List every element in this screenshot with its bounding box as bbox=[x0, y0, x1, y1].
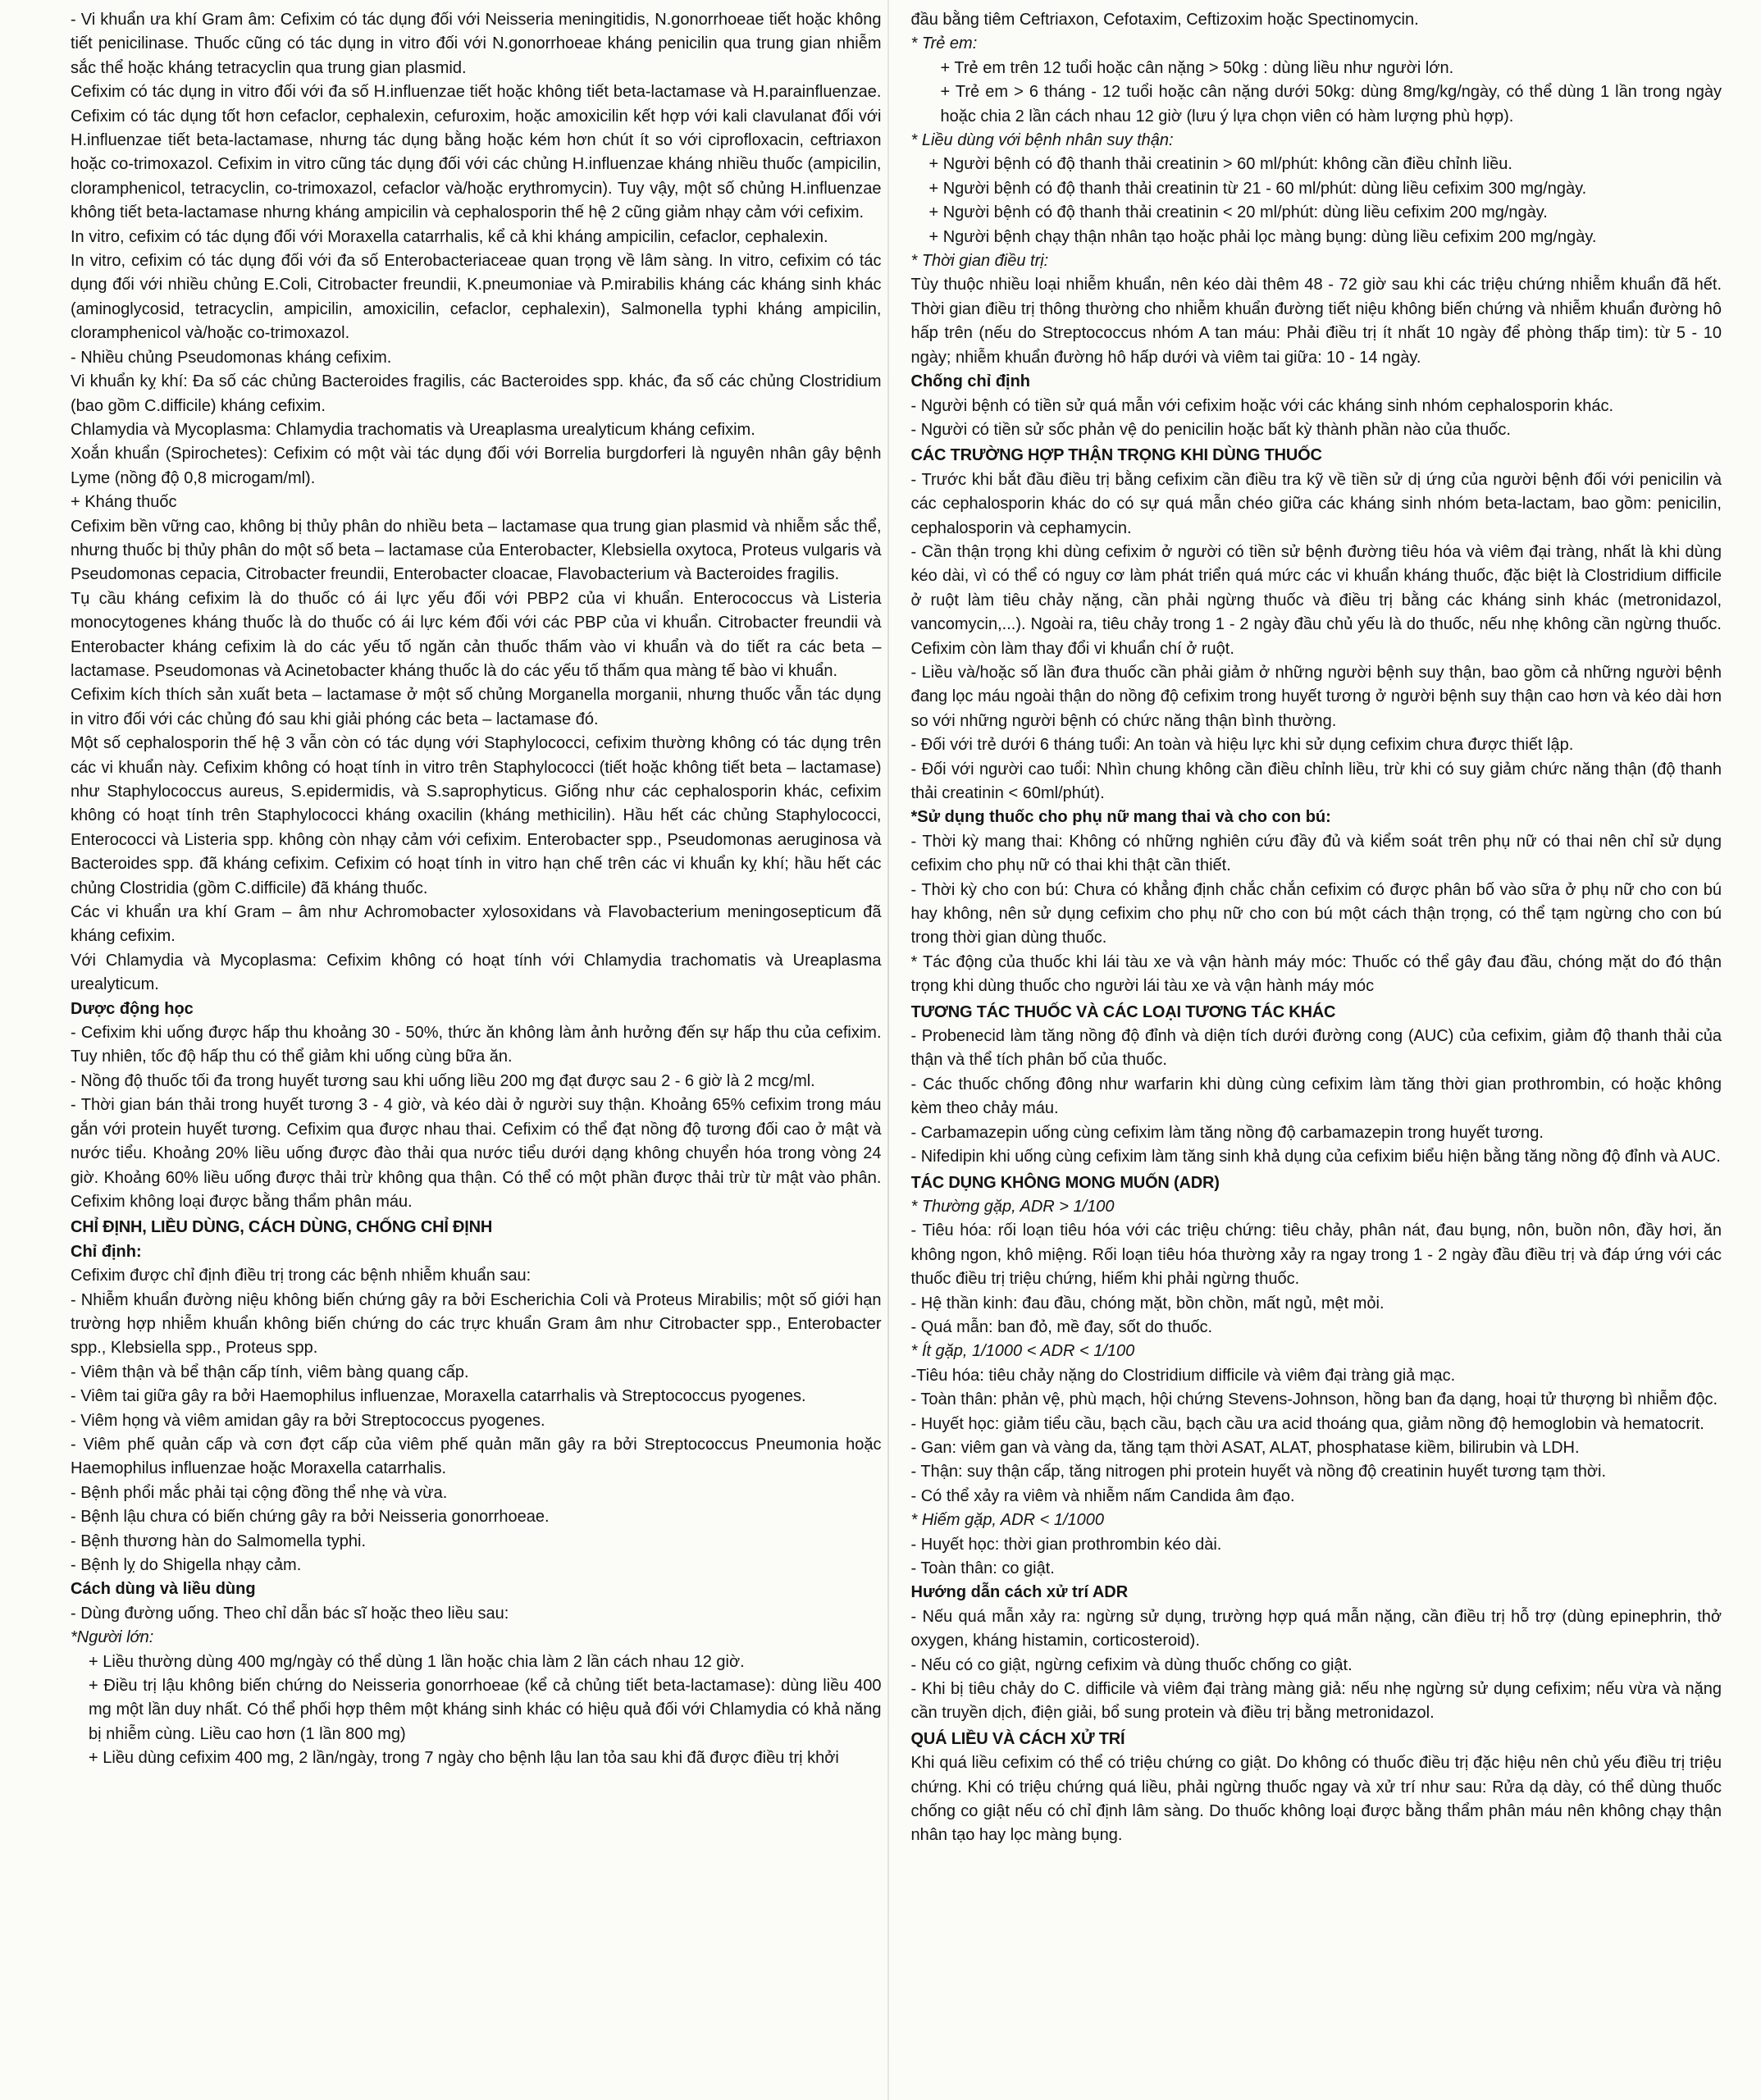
left-paragraph: Cefixim có tác dụng in vitro đối với đa số H.influenzae tiết hoặc không tiết beta-lactamase và H.parainfluenzae. Cefixim có tác dụng tốt hơn cefaclor, cephalexin, cefuroxim, hoặc amoxicilin kết hợp với kali clavulanat đối với H.influenzae tiết beta-lactamase, nhưng tác dụng bằng hoặc kém hơn chút ít so với ciprofloxacin, ceftriaxon hoặc co-trimoxazol. Cefixim in vitro cũng tác dụng đối với các chủng H.influenzae kháng nhiều thuốc (ampicilin, cloramphenicol, tetracyclin, co-trimoxazol, cefaclor và/hoặc erythromycin). Tuy vậy, một số chủng H.influenzae không tiết beta-lactamase nhưng kháng ampicilin và cephalosporin thế hệ 2 cũng giảm nhạy cảm với cefixim. bbox=[71, 83, 882, 222]
right-bullet-item: + Người bệnh chạy thận nhân tạo hoặc phải lọc màng bụng: dùng liều cefixim 200 mg/ngày. bbox=[928, 227, 1597, 246]
left-paragraph: In vitro, cefixim có tác dụng đối với đa số Enterobacteriaceae quan trọng về lâm sàng. In vitro, cefixim có tác dụng đối với nhiều chủng E.Coli, Citrobacter freundii, K.pneumoniae và P.mirabilis kháng các kháng sinh khác (aminoglycosid, tetracyclin, ampicilin, amoxicilin, cefaclor, cephalexin), Salmonella typhi kháng ampicilin, cloramphenicol và/hoặc co-trimoxazol. bbox=[71, 252, 882, 343]
right-subheading: Hướng dẫn cách xử trí ADR bbox=[910, 1583, 1129, 1602]
left-subheading: Chỉ định: bbox=[71, 1242, 142, 1261]
left-paragraph: - Viêm thận và bể thận cấp tính, viêm bàng quang cấp. bbox=[71, 1363, 469, 1381]
right-paragraph: - Nếu quá mẫn xảy ra: ngừng sử dụng, trường hợp quá mẫn nặng, cần điều trị hỗ trợ (dùng epinephrin, thở oxygen, kháng histamin, corticosteroid). bbox=[910, 1607, 1722, 1650]
left-paragraph: - Nhiễm khuẩn đường niệu không biến chứng gây ra bởi Escherichia Coli và Proteus Mirabilis; một số giới hạn trường hợp nhiễm khuẩn không biến chứng do các trực khuẩn Gram âm như Citrobacter spp., Enterobacter spp., Klebsiella spp., Proteus spp. bbox=[71, 1290, 882, 1358]
right-paragraph: - Đối với người cao tuổi: Nhìn chung không cần điều chỉnh liều, trừ khi có suy giảm chức năng thận (độ thanh thải creatinin < 60ml/phút). bbox=[910, 760, 1722, 802]
left-paragraph: - Bệnh thương hàn do Salmomella typhi. bbox=[71, 1532, 367, 1550]
left-paragraph: - Thời gian bán thải trong huyết tương 3 - 4 giờ, và kéo dài ở người suy thận. Khoảng 65% cefixim trong máu gắn với protein huyết tương. Cefixim qua được nhau thai. Cefixim có thể đạt nồng độ tương đối cao ở mật và nước tiểu. Khoảng 20% liều uống được đào thải qua nước tiểu dưới dạng không chuyển hóa trong vòng 24 giờ. Khoảng 60% liều uống được thải trừ không qua thận. Có thể có một phần được thải trừ từ mật vào phân. Cefixim không loại được bằng thẩm phân máu. bbox=[71, 1096, 882, 1211]
left-paragraph: Một số cephalosporin thế hệ 3 vẫn còn có tác dụng với Staphylococci, cefixim thường không có tác dụng trên các vi khuẩn này. Cefixim không có hoạt tính in vitro trên Staphylococci (tiết hoặc không tiết beta – lactamase) như Staphylococcus aureus, S.epidermidis, và S.saprophyticus. Giống như các cephalosporin khác, cefixim không có hoạt tính trên Staphylococci kháng oxacilin (kháng methicilin). Hầu hết các chủng Staphylococci, Enterococci và Listeria spp. không còn nhạy cảm với cefixim. Enterobacter spp., Pseudomonas aeruginosa và Bacteroides spp. đã kháng cefixim. Cefixim có hoạt tính in vitro hạn chế trên các vi khuẩn kỵ khí; hầu hết các chủng Clostridia (gồm C.difficile) đã kháng thuốc. bbox=[71, 734, 882, 897]
right-paragraph: -Tiêu hóa: tiêu chảy nặng do Clostridium difficile và viêm đại tràng giả mạc. bbox=[910, 1366, 1456, 1385]
right-italic-label: * Thời gian điều trị: bbox=[910, 252, 1049, 271]
right-paragraph: Tùy thuộc nhiều loại nhiễm khuẩn, nên kéo dài thêm 48 - 72 giờ sau khi các triệu chứng nhiễm khuẩn đã hết. Thời gian điều trị thông thường cho nhiễm khuẩn đường tiết niệu không biến chứng và nhiễm khuẩn đường hô hấp trên (nếu do Streptococcus nhóm A tan máu: Phải điều trị ít nhất 10 ngày để phòng thấp tim): từ 5 - 10 ngày; nhiễm khuẩn đường hô hấp dưới và viêm tai giữa: 10 - 14 ngày. bbox=[910, 276, 1722, 367]
right-section-heading: QUÁ LIỀU VÀ CÁCH XỬ TRÍ bbox=[910, 1729, 1125, 1748]
left-paragraph: Với Chlamydia và Mycoplasma: Cefixim không có hoạt tính với Chlamydia trachomatis và Ureaplasma urealyticum. bbox=[71, 951, 882, 994]
right-paragraph: - Người bệnh có tiền sử quá mẫn với cefixim hoặc với các kháng sinh nhóm cephalosporin khác. bbox=[910, 396, 1614, 415]
right-subheading: *Sử dụng thuốc cho phụ nữ mang thai và cho con bú: bbox=[910, 808, 1331, 827]
right-italic-label: * Ít gặp, 1/1000 < ADR < 1/100 bbox=[910, 1342, 1135, 1361]
right-paragraph: - Thận: suy thận cấp, tăng nitrogen phi protein huyết và nồng độ creatinin huyết tương tạm thời. bbox=[910, 1463, 1607, 1481]
left-bullet-item: + Liều thường dùng 400 mg/ngày có thể dùng 1 lần hoặc chia làm 2 lần cách nhau 12 giờ. bbox=[89, 1652, 745, 1671]
right-section-heading: CÁC TRƯỜNG HỢP THẬN TRỌNG KHI DÙNG THUỐC bbox=[910, 446, 1322, 465]
right-italic-label: * Hiếm gặp, ADR < 1/1000 bbox=[910, 1511, 1104, 1530]
right-paragraph: - Gan: viêm gan và vàng da, tăng tạm thời ASAT, ALAT, phosphatase kiềm, bilirubin và LDH. bbox=[910, 1438, 1580, 1457]
left-paragraph: - Dùng đường uống. Theo chỉ dẫn bác sĩ hoặc theo liều sau: bbox=[71, 1604, 509, 1623]
right-paragraph: - Đối với trẻ dưới 6 tháng tuổi: An toàn và hiệu lực khi sử dụng cefixim chưa được thiết lập. bbox=[910, 736, 1574, 755]
right-bullet-item: + Người bệnh có độ thanh thải creatinin > 60 ml/phút: không cần điều chỉnh liều. bbox=[928, 155, 1512, 174]
left-bullet-item: + Liều dùng cefixim 400 mg, 2 lần/ngày, trong 7 ngày cho bệnh lậu lan tỏa sau khi đã được điều trị khởi bbox=[89, 1749, 839, 1768]
left-paragraph: Cefixim bền vững cao, không bị thủy phân do nhiều beta – lactamase qua trung gian plasmid và nhiễm sắc thể, nhưng thuốc bị thủy phân do một số beta – lactamase của Enterobacter, Klebsiella oxytoca, Proteus vulgaris và Pseudomonas cepacia, Citrobacter freundii, Enterobacter cloacae, Flavobacterium và Bacteroides fragilis. bbox=[71, 517, 882, 584]
right-paragraph: - Hệ thần kinh: đau đầu, chóng mặt, bồn chồn, mất ngủ, mệt mỏi. bbox=[910, 1294, 1385, 1312]
right-subheading: Chống chỉ định bbox=[910, 372, 1031, 391]
right-paragraph: - Liều và/hoặc số lần đưa thuốc cần phải giảm ở những người bệnh suy thận, bao gồm cả những người bệnh đang lọc máu ngoài thận do nồng độ cefixim trong huyết tương ở người bệnh suy thận cao hơn và kéo dài hơn so với những người bệnh có chức năng thận bình thường. bbox=[910, 663, 1722, 730]
right-paragraph: - Nifedipin khi uống cùng cefixim làm tăng sinh khả dụng của cefixim biểu hiện bằng tăng nồng độ đỉnh và AUC. bbox=[910, 1148, 1721, 1166]
left-column bbox=[71, 8, 882, 2100]
right-paragraph: - Probenecid làm tăng nồng độ đỉnh và diện tích dưới đường cong (AUC) của cefixim, giảm độ thanh thải của thận và thể tích phân bố của thuốc. bbox=[910, 1027, 1722, 1070]
left-paragraph: - Cefixim khi uống được hấp thu khoảng 30 - 50%, thức ăn không làm ảnh hưởng đến sự hấp thu của cefixim. Tuy nhiên, tốc độ hấp thu có thể giảm khi uống cùng bữa ăn. bbox=[71, 1024, 882, 1066]
right-paragraph: Khi quá liều cefixim có thể có triệu chứng co giật. Do không có thuốc điều trị đặc hiệu nên chủ yếu điều trị triệu chứng. Khi có triệu chứng quá liều, phải ngừng thuốc ngay và xử trí như sau: Rửa dạ dày, có thể dùng thuốc chống co giật nếu có chỉ định lâm sàng. Do thuốc không loại được bằng thẩm phân máu nên không chạy thận nhân tạo hay lọc màng bụng. bbox=[910, 1754, 1722, 1845]
right-paragraph: - Quá mẫn: ban đỏ, mề đay, sốt do thuốc. bbox=[910, 1317, 1213, 1336]
left-subheading: Dược động học bbox=[71, 999, 194, 1018]
left-paragraph: - Bệnh phổi mắc phải tại cộng đồng thể nhẹ và vừa. bbox=[71, 1483, 448, 1502]
right-bullet-item: + Người bệnh có độ thanh thải creatinin < 20 ml/phút: dùng liều cefixim 200 mg/ngày. bbox=[928, 203, 1548, 222]
right-paragraph: - Cần thận trọng khi dùng cefixim ở người có tiền sử bệnh đường tiêu hóa và viêm đại tràng, nhất là khi dùng kéo dài, vì có thể có nguy cơ làm phát triển quá mức các vi khuẩn kháng thuốc, đặc biệt là Clostridium difficile ở ruột làm tiêu chảy nặng, cần phải ngừng thuốc và điều trị bằng các kháng sinh khác (metronidazol, vancomycin,...). Ngoài ra, tiêu chảy trong 1 - 2 ngày đầu chủ yếu là do thuốc, nếu nhẹ không cần ngừng thuốc. Cefixim còn làm thay đổi vi khuẩn chí ở ruột. bbox=[910, 542, 1722, 658]
right-paragraph: - Toàn thân: phản vệ, phù mạch, hội chứng Stevens-Johnson, hồng ban đa dạng, hoại tử thượng bì nhiễm độc. bbox=[910, 1390, 1718, 1409]
left-paragraph: Cefixim kích thích sản xuất beta – lactamase ở một số chủng Morganella morganii, nhưng thuốc vẫn tác dụng in vitro đối với các chủng đó sau khi giải phóng các beta – lactamase đó. bbox=[71, 686, 882, 728]
left-paragraph: - Viêm họng và viêm amidan gây ra bởi Streptococcus pyogenes. bbox=[71, 1411, 545, 1430]
left-bullet-item: + Điều trị lậu không biến chứng do Neisseria gonorrhoeae (kể cả chủng tiết beta-lactamase): dùng liều 400 mg một lần duy nhất. Có thể phối hợp thêm một kháng sinh khác có hiệu quả đối với Chlamydia có khả năng bị nhiễm cùng. Liều cao hơn (1 lần 800 mg) bbox=[89, 1677, 882, 1743]
right-italic-label: * Trẻ em: bbox=[910, 34, 978, 53]
right-paragraph: - Nếu có co giật, ngừng cefixim và dùng thuốc chống co giật. bbox=[910, 1655, 1353, 1674]
right-bullet-item: + Người bệnh có độ thanh thải creatinin từ 21 - 60 ml/phút: dùng liều cefixim 300 mg/ngày. bbox=[928, 179, 1587, 198]
right-column bbox=[911, 8, 1722, 2100]
left-paragraph: - Viêm tai giữa gây ra bởi Haemophilus influenzae, Moraxella catarrhalis và Streptococcus pyogenes. bbox=[71, 1387, 806, 1406]
right-italic-label: * Thường gặp, ADR > 1/100 bbox=[910, 1197, 1115, 1216]
left-paragraph: Tụ cầu kháng cefixim là do thuốc có ái lực yếu đối với PBP2 của vi khuẩn. Enterococcus và Listeria monocytogenes kháng thuốc là do thuốc có ái lực kém đối với các PBP của vi khuẩn. Citrobacter freundii và Enterobacter kháng cefixim là do các yếu tố ngăn cản thuốc thấm vào vi khuẩn và do tiết ra các beta – lactamase. Pseudomonas và Acinetobacter kháng thuốc là do các yếu tố thấm qua màng tế bào vi khuẩn. bbox=[71, 589, 882, 680]
left-paragraph: Chlamydia và Mycoplasma: Chlamydia trachomatis và Ureaplasma urealyticum kháng cefixim. bbox=[71, 420, 755, 439]
left-paragraph: + Kháng thuốc bbox=[71, 493, 177, 512]
right-section-heading: TƯƠNG TÁC THUỐC VÀ CÁC LOẠI TƯƠNG TÁC KHÁC bbox=[910, 1002, 1336, 1021]
right-paragraph: - Toàn thân: co giật. bbox=[910, 1559, 1055, 1577]
left-paragraph: - Nồng độ thuốc tối đa trong huyết tương sau khi uống liều 200 mg đạt được sau 2 - 6 giờ là 2 mcg/ml. bbox=[71, 1071, 815, 1090]
right-paragraph: * Tác động của thuốc khi lái tàu xe và vận hành máy móc: Thuốc có thể gây đau đầu, chóng mặt do đó thận trọng khi dùng thuốc cho người lái tàu xe và vận hành máy móc bbox=[910, 952, 1722, 996]
right-paragraph: đầu bằng tiêm Ceftriaxon, Cefotaxim, Ceftizoxim hoặc Spectinomycin. bbox=[910, 11, 1419, 29]
right-paragraph: - Có thể xảy ra viêm và nhiễm nấm Candida âm đạo. bbox=[910, 1486, 1295, 1505]
left-paragraph: - Vi khuẩn ưa khí Gram âm: Cefixim có tác dụng đối với Neisseria meningitidis, N.gonorrhoeae tiết hoặc không tiết penicilinase. Thuốc cũng có tác dụng in vitro đối với N.gonorrhoeae kháng penicilin qua trung gian nhiễm sắc thể hoặc kháng tetracyclin qua trung gian plasmid. bbox=[71, 11, 882, 77]
right-paragraph: - Các thuốc chống đông như warfarin khi dùng cùng cefixim làm tăng thời gian prothrombin, có hoặc không kèm theo chảy máu. bbox=[910, 1075, 1722, 1118]
left-paragraph: Cefixim được chỉ định điều trị trong các bệnh nhiễm khuẩn sau: bbox=[71, 1267, 531, 1285]
right-bullet-item: + Trẻ em trên 12 tuổi hoặc cân nặng > 50kg : dùng liều như người lớn. bbox=[940, 58, 1454, 77]
left-paragraph: - Nhiều chủng Pseudomonas kháng cefixim. bbox=[71, 348, 392, 367]
left-paragraph: Xoắn khuẩn (Spirochetes): Cefixim có một vài tác dụng đối với Borrelia burgdorferi là nguyên nhân gây bệnh Lyme (nồng độ 0,8 microgam/ml). bbox=[71, 445, 882, 487]
right-paragraph: - Thời kỳ cho con bú: Chưa có khẳng định chắc chắn cefixim có được phân bố vào sữa ở phụ nữ cho con bú hay không, nên sử dụng cefixim cho phụ nữ cho con bú một cách thận trọng, có thể tạm ngừng cho con bú trong thời gian dùng thuốc. bbox=[910, 880, 1722, 947]
right-paragraph: - Trước khi bắt đầu điều trị bằng cefixim cần điều tra kỹ về tiền sử dị ứng của người bệnh đối với penicilin và các cephalosporin khác do có sự quá mẫn chéo giữa các kháng sinh nhóm beta-lactam, bao gồm: penicilin, cephalosporin và cephamycin. bbox=[910, 470, 1722, 537]
right-bullet-item: + Trẻ em > 6 tháng - 12 tuổi hoặc cân nặng dưới 50kg: dùng 8mg/kg/ngày, có thể dùng 1 lần trong ngày hoặc chia 2 lần cách nhau 12 giờ (lưu ý lựa chọn viên có hàm lượng phù hợp). bbox=[940, 83, 1722, 126]
left-subheading: Cách dùng và liều dùng bbox=[71, 1580, 256, 1599]
right-paragraph: - Huyết học: giảm tiểu cầu, bạch cầu, bạch cầu ưa acid thoáng qua, giảm nồng độ hemoglobin và hematocrit. bbox=[910, 1414, 1704, 1433]
right-paragraph: - Tiêu hóa: rối loạn tiêu hóa với các triệu chứng: tiêu chảy, phân nát, đau bụng, nôn, buồn nôn, đầy hơi, ăn không ngon, khô miệng. Rối loạn tiêu hóa thường xảy ra ngay trong 1 - 2 ngày đầu điều trị và đáp ứng với các thuốc điều trị triệu chứng, hiếm khi phải ngừng thuốc. bbox=[910, 1221, 1722, 1289]
right-paragraph: - Carbamazepin uống cùng cefixim làm tăng nồng độ carbamazepin trong huyết tương. bbox=[910, 1123, 1544, 1142]
left-italic-label: *Người lớn: bbox=[71, 1628, 154, 1647]
right-paragraph: - Khi bị tiêu chảy do C. difficile và viêm đại tràng màng giả: nếu nhẹ ngừng sử dụng cefixim; nếu vừa và nặng cần truyền dịch, điện giải, bổ sung protein và điều trị bằng metronidazol. bbox=[910, 1680, 1722, 1723]
left-paragraph: In vitro, cefixim có tác dụng đối với Moraxella catarrhalis, kể cả khi kháng ampicilin, cefaclor, cephalexin. bbox=[71, 227, 828, 246]
left-paragraph: Các vi khuẩn ưa khí Gram – âm như Achromobacter xylosoxidans và Flavobacterium meningosepticum đã kháng cefixim. bbox=[71, 903, 882, 946]
left-paragraph: - Bệnh lậu chưa có biến chứng gây ra bởi Neisseria gonorrhoeae. bbox=[71, 1508, 550, 1527]
right-paragraph: - Người có tiền sử sốc phản vệ do penicilin hoặc bất kỳ thành phần nào của thuốc. bbox=[910, 420, 1511, 439]
left-paragraph: Vi khuẩn kỵ khí: Đa số các chủng Bacteroides fragilis, các Bacteroides spp. khác, đa số các chủng Clostridium (bao gồm C.difficile) kháng cefixim. bbox=[71, 372, 882, 415]
right-paragraph: - Huyết học: thời gian prothrombin kéo dài. bbox=[910, 1535, 1222, 1554]
right-section-heading: TÁC DỤNG KHÔNG MONG MUỐN (ADR) bbox=[910, 1173, 1220, 1192]
left-paragraph: - Viêm phế quản cấp và cơn đợt cấp của viêm phế quản mãn gây ra bởi Streptococcus Pneumonia hoặc Haemophilus influenzae hoặc Moraxella catarrhalis. bbox=[71, 1435, 882, 1478]
left-paragraph: - Bệnh lỵ do Shigella nhạy cảm. bbox=[71, 1556, 302, 1574]
right-paragraph: - Thời kỳ mang thai: Không có những nghiên cứu đầy đủ và kiểm soát trên phụ nữ có thai nên chỉ sử dụng cefixim cho phụ nữ có thai khi thật cần thiết. bbox=[910, 832, 1722, 875]
paper-fold bbox=[887, 0, 889, 2100]
right-italic-label: * Liều dùng với bệnh nhân suy thận: bbox=[910, 131, 1174, 150]
left-section-heading: CHỈ ĐỊNH, LIỀU DÙNG, CÁCH DÙNG, CHỐNG CHỈ ĐỊNH bbox=[71, 1218, 493, 1237]
